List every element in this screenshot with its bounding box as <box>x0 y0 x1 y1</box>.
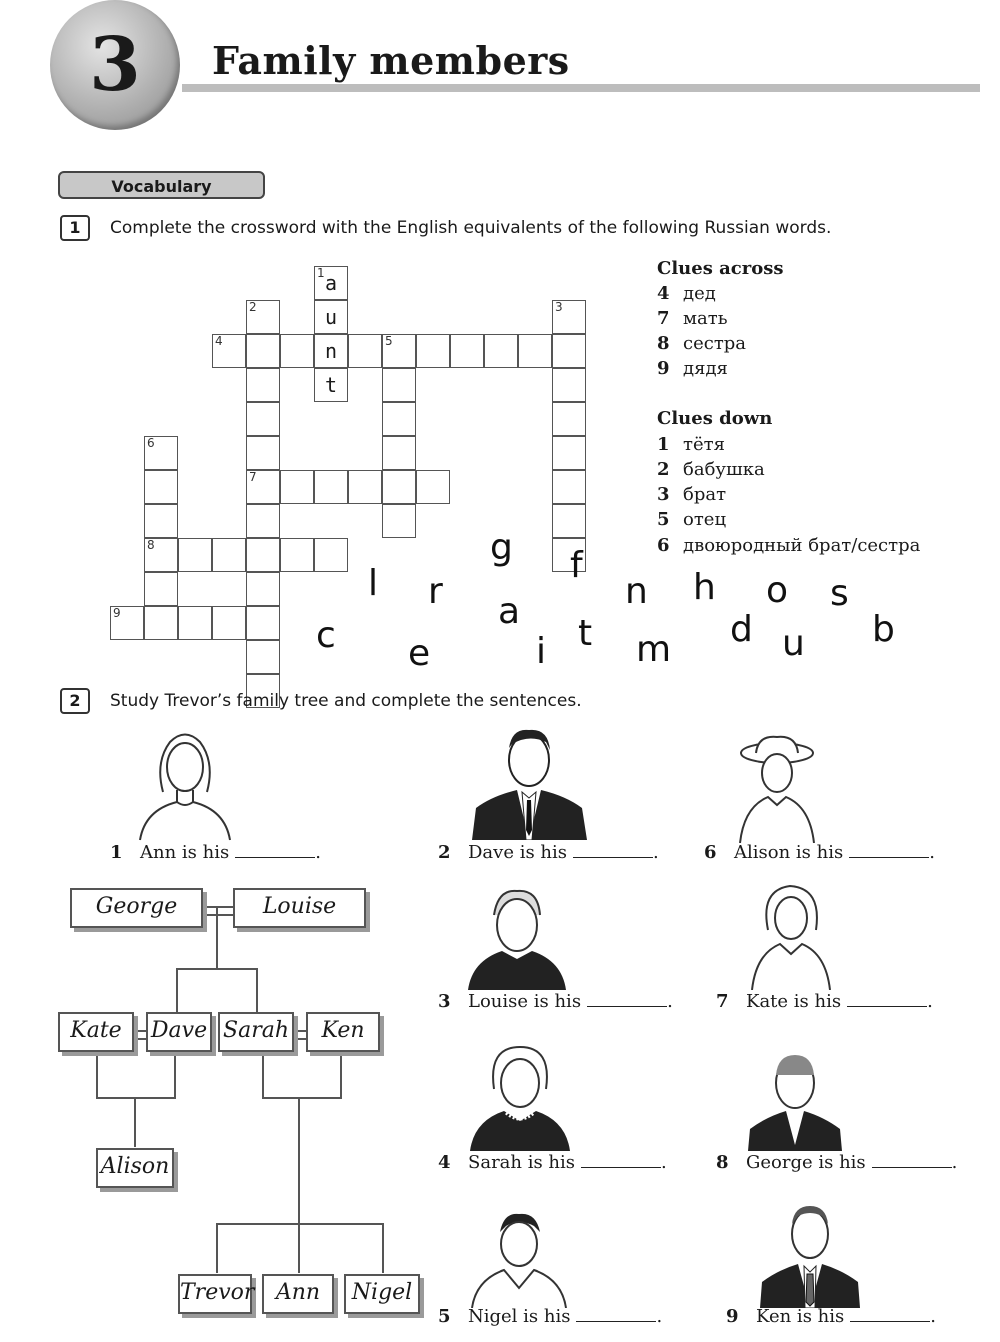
letter-tile[interactable]: d <box>730 609 753 650</box>
portrait-ken-icon <box>760 1198 860 1308</box>
clue-number: 7 <box>249 470 257 484</box>
crossword-cell[interactable] <box>246 572 280 606</box>
task2-number: 2 <box>60 688 90 714</box>
answer-blank[interactable] <box>576 1307 656 1322</box>
crossword-cell[interactable] <box>280 334 314 368</box>
sentence-6: 6 Alison is his . <box>704 842 935 863</box>
crossword-cell[interactable] <box>246 504 280 538</box>
tree-node-nigel: Nigel <box>344 1274 420 1314</box>
clue-number: 6 <box>147 436 155 450</box>
portrait-sarah-icon <box>470 1043 570 1151</box>
letter-tile[interactable]: c <box>316 615 336 656</box>
title-rule <box>182 84 980 92</box>
crossword-cell[interactable] <box>178 606 212 640</box>
tree-node-ken: Ken <box>306 1012 380 1052</box>
letter-tile[interactable]: e <box>408 633 431 674</box>
clue-down-item: 1 тётя <box>657 434 725 455</box>
crossword-cell[interactable] <box>246 470 280 504</box>
crossword-cell[interactable] <box>382 504 416 538</box>
crossword-cell[interactable] <box>314 266 348 300</box>
clue-number: 4 <box>215 334 223 348</box>
answer-blank[interactable] <box>849 843 929 858</box>
unit-number: 3 <box>89 22 141 108</box>
portrait-nigel-icon <box>470 1208 568 1308</box>
section-label: Vocabulary <box>58 171 265 199</box>
unit-title: Family members <box>212 38 570 83</box>
letter-tile[interactable]: l <box>368 563 379 604</box>
clue-down-item: 3 брат <box>657 484 727 505</box>
letter-tile[interactable]: t <box>578 613 593 654</box>
filled-letter: u <box>324 305 338 329</box>
crossword-cell[interactable] <box>552 504 586 538</box>
crossword-cell[interactable] <box>552 368 586 402</box>
crossword-cell[interactable] <box>518 334 552 368</box>
crossword-cell[interactable] <box>314 538 348 572</box>
clue-across-item: 8 сестра <box>657 333 747 354</box>
clue-number: 3 <box>555 300 563 314</box>
crossword-cell[interactable] <box>280 470 314 504</box>
crossword-cell[interactable] <box>552 402 586 436</box>
letter-tile[interactable]: f <box>570 545 583 586</box>
letter-tile[interactable]: g <box>490 527 513 568</box>
sentence-9: 9 Ken is his . <box>726 1306 936 1327</box>
answer-blank[interactable] <box>235 843 315 858</box>
letter-tile[interactable]: a <box>498 591 521 632</box>
sentence-1: 1 Ann is his . <box>110 842 321 863</box>
crossword-cell[interactable] <box>382 368 416 402</box>
crossword-cell[interactable] <box>246 606 280 640</box>
clue-across-item: 4 дед <box>657 283 716 304</box>
crossword-cell[interactable] <box>348 334 382 368</box>
task1-instruction: Complete the crossword with the English equivalents of the following Russian words. <box>110 218 832 238</box>
tree-node-sarah: Sarah <box>218 1012 294 1052</box>
clue-number: 8 <box>147 538 155 552</box>
answer-blank[interactable] <box>573 843 653 858</box>
sentence-2: 2 Dave is his . <box>438 842 659 863</box>
letter-tile[interactable]: i <box>536 631 547 672</box>
crossword-cell[interactable] <box>382 436 416 470</box>
clue-across-item: 9 дядя <box>657 358 728 379</box>
clue-number: 2 <box>249 300 257 314</box>
clues-down-title: Clues down <box>657 408 773 429</box>
letter-tile[interactable]: m <box>636 629 672 670</box>
crossword-cell[interactable] <box>246 538 280 572</box>
clues-across-title: Clues across <box>657 258 784 279</box>
crossword-cell[interactable] <box>178 538 212 572</box>
clue-down-item: 2 бабушка <box>657 459 765 480</box>
crossword-cell[interactable] <box>110 606 144 640</box>
crossword-cell[interactable] <box>246 640 280 674</box>
sentence-3: 3 Louise is his . <box>438 991 673 1012</box>
crossword-cell[interactable] <box>144 504 178 538</box>
portrait-alison-icon <box>738 735 816 843</box>
answer-blank[interactable] <box>581 1153 661 1168</box>
tree-node-kate: Kate <box>58 1012 134 1052</box>
crossword-cell[interactable] <box>144 538 178 572</box>
crossword-cell[interactable] <box>416 470 450 504</box>
crossword-cell[interactable] <box>382 334 416 368</box>
tree-node-louise: Louise <box>233 888 366 928</box>
crossword-cell[interactable] <box>484 334 518 368</box>
answer-blank[interactable] <box>587 992 667 1007</box>
crossword-cell[interactable] <box>144 436 178 470</box>
crossword-cell[interactable] <box>314 368 348 402</box>
tree-node-dave: Dave <box>146 1012 212 1052</box>
crossword-cell[interactable] <box>450 334 484 368</box>
crossword-cell[interactable] <box>552 436 586 470</box>
answer-blank[interactable] <box>847 992 927 1007</box>
letter-tile[interactable]: o <box>766 570 789 611</box>
letter-tile[interactable]: n <box>625 571 648 612</box>
clue-number: 1 <box>317 266 325 280</box>
crossword-cell[interactable] <box>144 470 178 504</box>
portrait-dave-icon <box>472 718 587 840</box>
tree-node-alison: Alison <box>96 1148 174 1188</box>
crossword-cell[interactable] <box>382 402 416 436</box>
crossword-cell[interactable] <box>246 436 280 470</box>
filled-letter: n <box>324 339 338 363</box>
sentence-4: 4 Sarah is his . <box>438 1152 667 1173</box>
letter-tile[interactable]: r <box>428 571 443 612</box>
crossword-cell[interactable] <box>314 334 348 368</box>
crossword-cell[interactable] <box>246 368 280 402</box>
sentence-7: 7 Kate is his . <box>716 991 933 1012</box>
portrait-george-icon <box>748 1045 842 1151</box>
letter-tile[interactable]: s <box>830 573 849 614</box>
filled-letter: t <box>324 373 338 397</box>
letter-tile[interactable]: h <box>693 567 716 608</box>
crossword-cell[interactable] <box>144 606 178 640</box>
crossword-cell[interactable] <box>246 334 280 368</box>
crossword-cell[interactable] <box>552 300 586 334</box>
crossword-cell[interactable] <box>246 300 280 334</box>
tree-node-ann: Ann <box>262 1274 334 1314</box>
unit-number-badge <box>50 0 180 130</box>
answer-blank[interactable] <box>850 1307 930 1322</box>
clue-across-item: 7 мать <box>657 308 728 329</box>
portrait-kate-icon <box>750 880 832 990</box>
clue-down-item: 5 отец <box>657 509 727 530</box>
crossword-cell[interactable] <box>382 470 416 504</box>
crossword-cell[interactable] <box>246 402 280 436</box>
crossword-cell[interactable] <box>212 538 246 572</box>
portrait-louise-icon <box>468 885 566 990</box>
task2-instruction: Study Trevor’s family tree and complete the sentences. <box>110 691 582 711</box>
tree-node-trevor: Trevor <box>178 1274 252 1314</box>
crossword-cell[interactable] <box>416 334 450 368</box>
task1-number: 1 <box>60 215 90 241</box>
filled-letter: a <box>324 271 338 295</box>
sentence-8: 8 George is his . <box>716 1152 958 1173</box>
crossword-cell[interactable] <box>348 470 382 504</box>
letter-tile[interactable]: b <box>872 609 895 650</box>
crossword-cell[interactable] <box>280 538 314 572</box>
tree-node-george: George <box>70 888 203 928</box>
letter-tile[interactable]: u <box>782 623 805 664</box>
crossword-cell[interactable] <box>314 300 348 334</box>
crossword-cell[interactable] <box>552 334 586 368</box>
portrait-ann-icon <box>135 722 235 842</box>
crossword-cell[interactable] <box>212 606 246 640</box>
clue-number: 9 <box>113 606 121 620</box>
answer-blank[interactable] <box>872 1153 952 1168</box>
crossword-cell[interactable] <box>314 470 348 504</box>
sentence-5: 5 Nigel is his . <box>438 1306 663 1327</box>
clue-number: 5 <box>385 334 393 348</box>
clue-down-item: 6 двоюродный брат/сестра <box>657 535 921 556</box>
crossword-cell[interactable] <box>144 572 178 606</box>
crossword-cell[interactable] <box>212 334 246 368</box>
crossword-cell[interactable] <box>552 470 586 504</box>
